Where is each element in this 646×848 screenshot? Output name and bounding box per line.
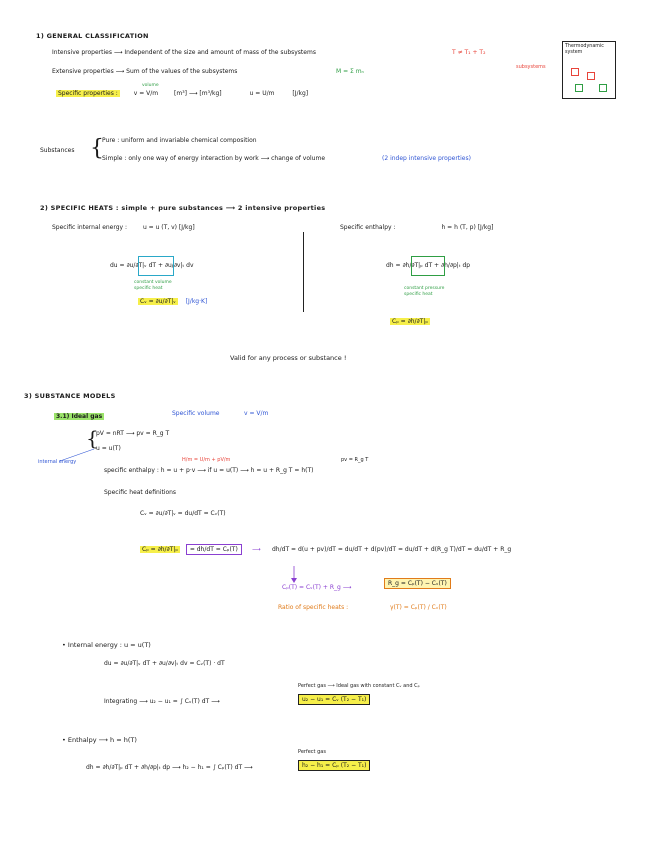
specific-volume-unit: [m³] ⟶ [m³/kg] (174, 90, 222, 97)
du-eq-text: du = ∂u/∂T|ᵥ dT + ∂u/∂v|ₜ dv (110, 262, 194, 269)
internal-energy-title: • Internal energy : u = u(T) (62, 641, 151, 649)
ratio-label: Ratio of specific heats : (278, 604, 349, 611)
thermodynamic-system-title: Thermodynamic system (565, 44, 604, 55)
perfect-gas-note-2: Perfect gas (298, 749, 326, 755)
rg-box: R_g = Cₚ(T) − Cᵥ(T) (384, 578, 451, 589)
cp-ideal-box: = dh/dT = Cₚ(T) (186, 544, 242, 555)
cv-eq: Cᵥ = ∂u/∂T|ᵥ (140, 298, 176, 305)
ideal-gas-law: pV = nRT ⟶ pv = R_g T (96, 430, 170, 437)
extensive-properties-line: Extensive properties ⟶ Sum of the values of the subsystems (52, 68, 238, 75)
enthalpy-title: • Enthalpy ⟶ h = h(T) (62, 736, 137, 744)
right-head-label: Specific enthalpy : (340, 224, 396, 231)
cp-eq: Cₚ = ∂h/∂T|ₚ (392, 318, 428, 325)
u-result-box: u₂ − u₁ = Cᵥ (T₂ − T₁) (298, 694, 370, 705)
cv-ideal-def: Cᵥ = ∂u/∂T|ᵥ = du/dT = Cᵥ(T) (140, 510, 226, 517)
simple-substance-note: (2 indep intensive properties) (382, 155, 471, 162)
cp-cv-relation: Cₚ(T) = Cᵥ(T) + R_g ⟶ (282, 584, 352, 591)
integrating-line: Integrating ⟶ u₂ − u₁ = ∫ Cᵥ(T) dT ⟶ (104, 698, 220, 705)
specific-heat-definitions: Specific heat definitions (104, 489, 177, 496)
extensive-rule: M = Σ mₙ (336, 68, 364, 75)
pointer-line-icon (60, 449, 94, 461)
brace-icon: { (90, 136, 104, 161)
section-2-title: 2) SPECIFIC HEATS : simple + pure substances ⟶ 2 intensive properties (40, 204, 326, 212)
brace-icon: { (86, 426, 99, 450)
specific-properties-label: Specific properties : (58, 90, 118, 97)
specific-volume-eq: v = V/m (244, 410, 269, 417)
left-head-label: Specific internal energy : (52, 224, 128, 231)
pure-substance-def: Pure : uniform and invariable chemical composition (102, 137, 257, 144)
arrow-icon: ⟶ (252, 546, 261, 553)
intensive-rule: T ≠ T₁ + T₂ (452, 49, 486, 56)
intensive-properties-line: Intensive properties ⟶ Independent of the size and amount of mass of the subsystems (52, 49, 316, 56)
left-head-eq: u = u (T, v) [J/kg] (142, 224, 195, 231)
constant-volume-note: constant volume specific heat (134, 280, 172, 291)
substances-label: Substances (40, 147, 75, 154)
ideal-gas-label: 3.1) Ideal gas (56, 413, 103, 420)
enthalpy-line: specific enthalpy : h = u + p·v ⟶ if u = u(T) ⟶ h = u + R_g T = h(T) (104, 467, 314, 474)
enthalpy-top-note: H/m = U/m + pV/m (182, 457, 231, 463)
pv-rgt-note: pv = R_g T (341, 457, 369, 463)
simple-substance-def: Simple : only one way of energy interaction by work ⟶ change of volume (102, 155, 326, 162)
specific-volume-label: Specific volume (172, 410, 220, 417)
right-head-eq: h = h (T, p) [J/kg] (441, 224, 494, 231)
arrow-head-icon (291, 578, 297, 583)
volume-note: volume (142, 83, 159, 88)
h-result-box: h₂ − h₁ = Cₚ (T₂ − T₁) (298, 760, 370, 771)
specific-volume-eq: v = V/m (133, 90, 159, 97)
section-1-title: 1) GENERAL CLASSIFICATION (36, 32, 149, 40)
du-ideal-eq: du = ∂u/∂T|ᵥ dT + ∂u/∂v|ₜ dv = Cᵥ(T) · dT (104, 660, 225, 667)
ratio-eq: γ(T) = Cₚ(T) / Cᵥ(T) (390, 604, 447, 611)
constant-pressure-note: constant pressure specific heat (404, 286, 445, 297)
subsystems-label: subsystems (516, 64, 546, 70)
section-3-title: 3) SUBSTANCE MODELS (24, 392, 116, 400)
cv-unit: [J/kg·K] (185, 298, 208, 305)
cp-ideal-label: Cₚ = ∂h/∂T|ₚ (142, 546, 178, 553)
dh-ideal-eq: dh = ∂h/∂T|ₚ dT + ∂h/∂p|ₜ dp ⟶ h₂ − h₁ = ∫ Cₚ(T) dT ⟶ (86, 764, 253, 771)
specific-energy-eq: u = U/m (249, 90, 275, 97)
dh-chain: dh/dT = d(u + pv)/dT = du/dT + d(pv)/dT = du/dT + d(R_g T)/dT = du/dT + R_g (272, 546, 512, 553)
perfect-gas-note: Perfect gas ⟶ Ideal gas with constant Cᵥ and Cₚ (298, 683, 420, 689)
dh-eq-text: dh = ∂h/∂T|ₚ dT + ∂h/∂p|ₜ dp (386, 262, 471, 269)
valid-note: Valid for any process or substance ! (230, 354, 347, 362)
specific-energy-unit: [J/kg] (292, 90, 309, 97)
ideal-gas-u: u = u(T) (96, 445, 121, 452)
internal-energy-label: internal energy (38, 459, 77, 465)
